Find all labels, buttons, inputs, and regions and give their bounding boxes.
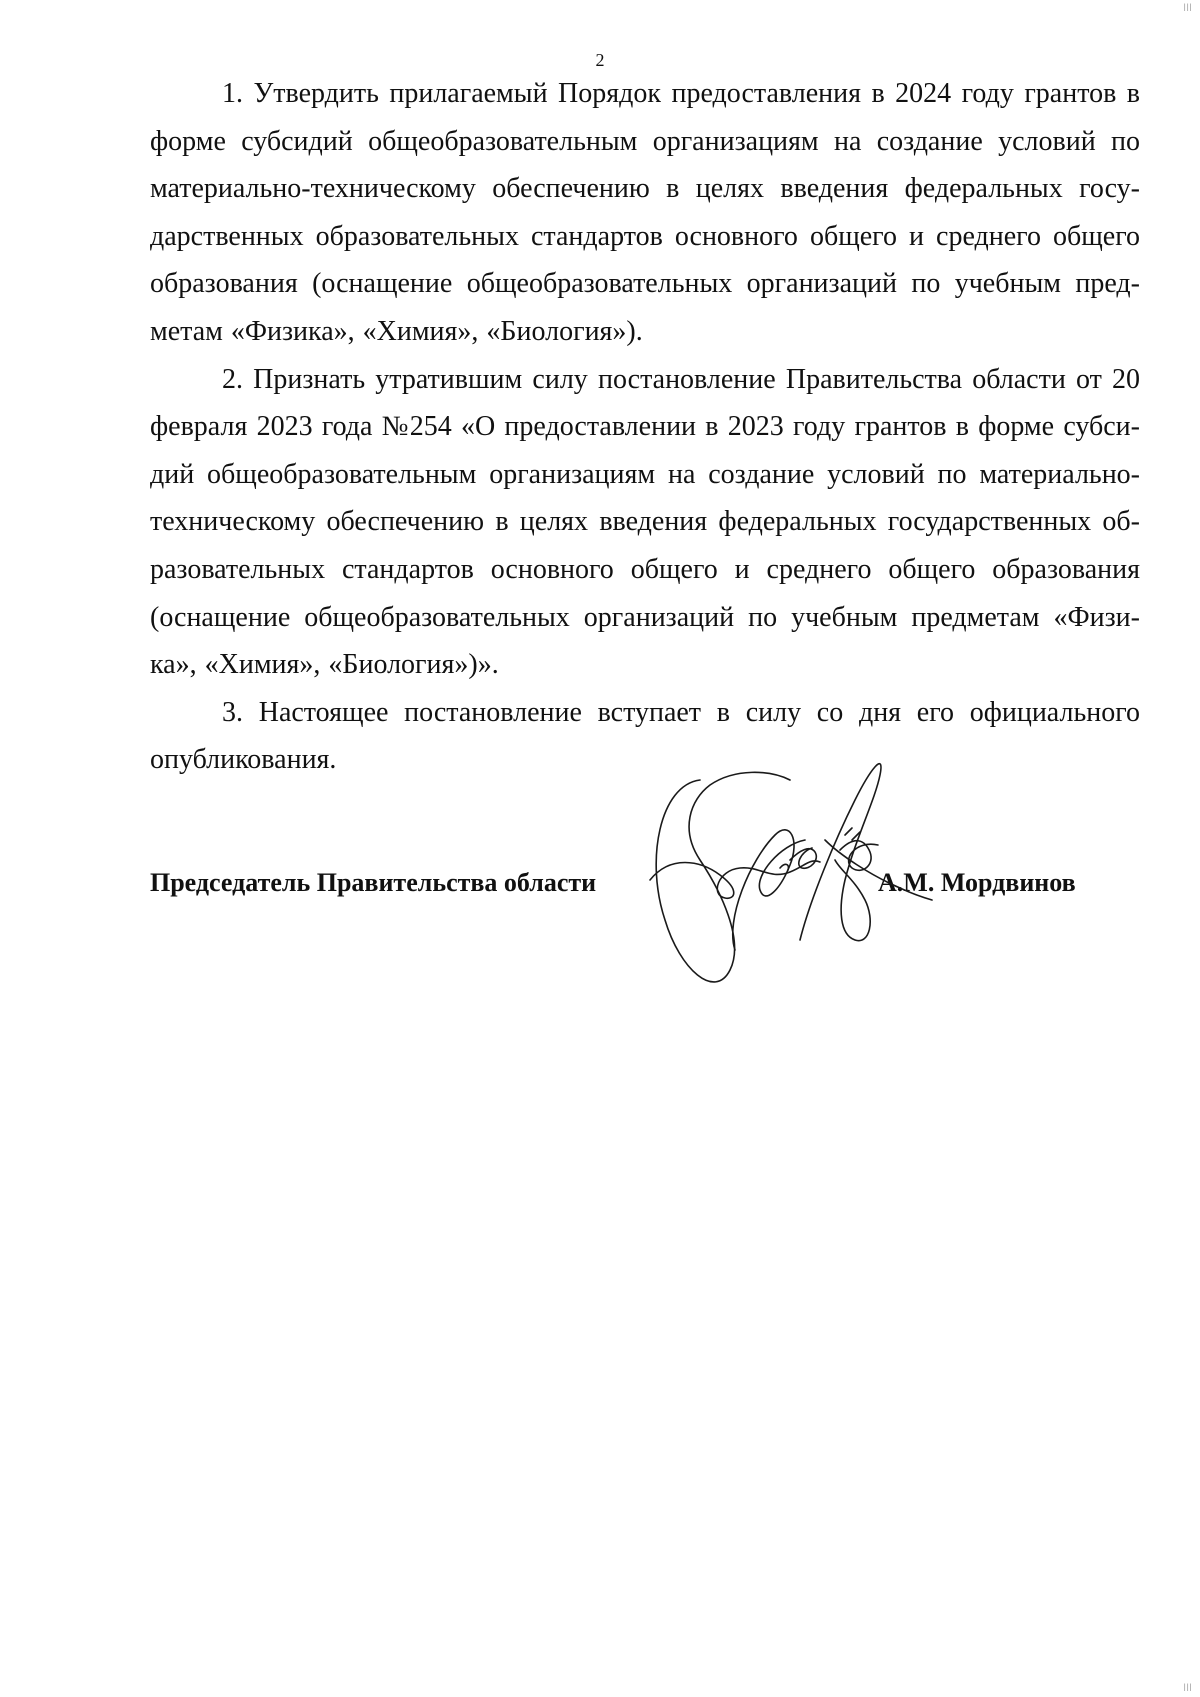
signatory-position: Председатель Правительства области <box>150 868 597 897</box>
page-number: 2 <box>595 50 605 70</box>
signatory-name: А.М. Мордвинов <box>878 868 1076 897</box>
handwritten-signature <box>640 740 940 1010</box>
paragraph-2: 2. Признать утратившим силу постановление Правительства области от 20 февраля 2023 года №254 «О предоставлении в 2023 году грантов в форме субсидий общеобразовательным организациям на создание условий по материально-техническому обеспечению в целях введения федеральных государственных образовательных стандартов основного общего и среднего общего образования (оснащение общеобразовательных организаций по учебным предметам «Физика», «Химия», «Биология»)». <box>150 363 1140 681</box>
scan-mark-top: ׀׀׀ <box>1183 2 1192 13</box>
document-body <box>150 70 1140 784</box>
paragraph-1: 1. Утвердить прилагаемый Порядок предоставления в 2024 году грантов в форме субсидий общеобразовательным организациям на создание условий по материально-техническому обеспечению в целях введения федеральных государственных образовательных стандартов основного общего и среднего общего образования (оснащение общеобразовательных организаций по учебным предметам «Физика», «Химия», «Биология»). <box>150 78 1140 347</box>
scan-mark-bottom: ׀׀׀ <box>1183 1682 1192 1693</box>
paragraph-3: 3. Настоящее постановление вступает в силу со дня его официального опубликования. <box>150 696 1140 776</box>
